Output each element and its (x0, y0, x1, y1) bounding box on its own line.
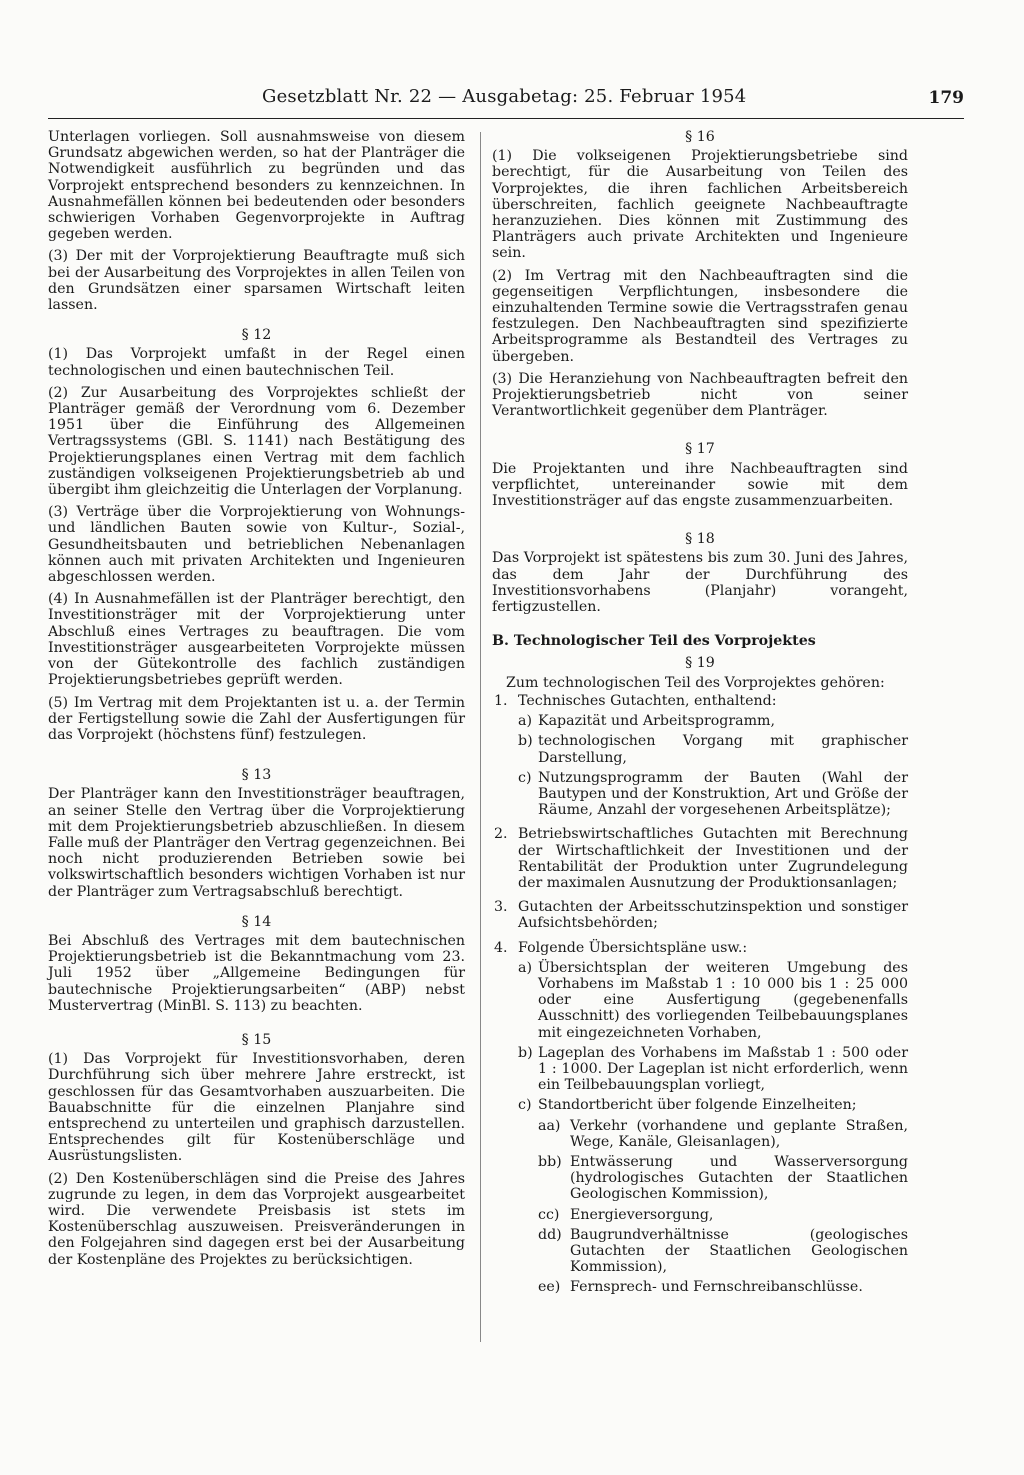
paragraph-intro: Unterlagen vorliegen. Soll ausnahmsweise von diesem Grundsatz abgewichen werden, so hat der Planträger die Notwendigkeit ausführlich zu begründen und das Vorprojekt entsprechend besonders zu kennzeichnen. In Ausnahmefällen können bei bedeutenden oder besonders schwierigen Vorhaben Gegenvorprojekte in Auftrag gegeben werden. (48, 129, 465, 243)
list-text: Verkehr (vorhandene und geplante Straßen, Wege, Kanäle, Gleisanlagen), (570, 1117, 908, 1150)
paragraph-12-2: (2) Zur Ausarbeitung des Vorprojektes schließt der Planträger gemäß der Verordnung vom 6. Dezember 1951 über die Einführung des Allgemeinen Vertragssystems (GBl. S. 1141) nach Bestätigung des Projektierungsplanes einen Vertrag mit dem fachlich zuständigen volkseigenen Projektierungsbetrieb ab und übergibt ihm gleichzeitig die Unterlagen der Vorplanung. (48, 384, 465, 499)
list-marker: c) (518, 769, 532, 786)
section-heading-17: § 17 (685, 441, 715, 458)
column-divider (480, 132, 481, 1342)
paragraph-12-5: (5) Im Vertrag mit dem Projektanten ist u. a. der Termin der Fertigstellung sowie die Zahl der Ausfertigungen für das Vorprojekt (höchstens fünf) festzulegen. (48, 694, 465, 743)
section-heading-16: § 16 (685, 129, 715, 145)
list-marker: 4. (494, 939, 508, 956)
list-item (492, 1154, 908, 1203)
list-text: Fernsprech- und Fernschreibanschlüsse. (570, 1279, 863, 1296)
list-text: Entwässerung und Wasserversorgung (hydrologisches Gutachten der Staatlichen Geologischen Kommission), (570, 1153, 908, 1203)
list-item (492, 1097, 908, 1113)
section-heading-19: § 19 (685, 655, 715, 672)
header-rule (48, 118, 964, 119)
list-text: Nutzungsprogramm der Bauten (Wahl der Bautypen und der Konstruktion, Art und Größe der Räume, Anzahl der vorgesehenen Arbeitsplätze); (538, 769, 908, 819)
list-item (492, 1118, 908, 1150)
list-marker: cc) (538, 1206, 560, 1223)
list-marker: aa) (538, 1117, 561, 1134)
list-item (492, 1207, 908, 1223)
paragraph-11-3: (3) Der mit der Vorprojektierung Beauftragte muß sich bei der Ausarbeitung des Vorprojektes in allen Teilen von den Grundsätzen einer sparsamen Wirtschaft leiten lassen. (48, 248, 465, 314)
paragraph-16-3: (3) Die Heranziehung von Nachbeauftragten befreit den Projektierungsbetrieb nicht von seiner Verantwortlichkeit gegenüber dem Planträger. (492, 370, 908, 420)
list-text: Übersichtsplan der weiteren Umgebung des Vorhabens im Maßstab 1 : 10 000 bis 1 : 25 000 oder eine Ausfertigung (gegebenenfalls Ausschnitt) des vorliegenden Teilbebauungsplanes mit eingezeichneten Vorhaben, (538, 959, 908, 1041)
list-item (492, 1045, 908, 1094)
paragraph-12-4: (4) In Ausnahmefällen ist der Planträger berechtigt, den Investitionsträger mit der Vorprojektierung unter Abschluß eines Vertrages zu beauftragen. Die vom Investitionsträger ausgearbeiteten Vorprojekte müssen von der Gütekontrolle des fachlich zuständigen Projektierungsbetriebes geprüft werden. (48, 591, 465, 689)
list-text: Baugrundverhältnisse (geologisches Gutachten der Staatlichen Geologischen Kommission), (570, 1226, 908, 1276)
paragraph-15-1: (1) Das Vorprojekt für Investitionsvorhaben, deren Durchführung sich über mehrere Jahre erstreckt, ist geschlossen für das Gesamtvorhaben auszuarbeiten. Die Bauabschnitte für die einzelnen Planjahre sind entsprechend zu unterteilen und graphisch darzustellen. Entsprechendes gilt für Kostenüberschläge und Ausrüstungslisten. (48, 1051, 465, 1165)
paragraph-12-3: (3) Verträge über die Vorprojektierung von Wohnungs- und ländlichen Bauten sowie von Kultur-, Sozial-, Gesundheitsbauten und betrieblichen Nebenanlagen können auch mit privaten Architekten und Ingenieuren abgeschlossen werden. (48, 504, 465, 586)
list-marker: dd) (538, 1226, 562, 1243)
section-heading-13: § 13 (241, 767, 272, 784)
section-heading-15: § 15 (241, 1031, 272, 1048)
paragraph-12-1: (1) Das Vorprojekt umfaßt in der Regel einen technologischen und einen bautechnischen Teil. (48, 346, 465, 379)
list-item (492, 693, 908, 709)
list-text: Standortbericht über folgende Einzelheiten; (538, 1097, 857, 1114)
list-item (492, 826, 908, 891)
list-marker: a) (518, 959, 532, 976)
list-item (492, 940, 908, 956)
list-marker: 2. (494, 826, 508, 843)
list-marker: 3. (494, 899, 508, 916)
list-text: Technisches Gutachten, enthaltend: (518, 692, 777, 709)
list-text: Betriebswirtschaftliches Gutachten mit Berechnung der Wirtschaftlichkeit der Investitionen und der Rentabilität der Produktion unter Zugrundelegung der maximalen Ausnutzung der Produktionsanlagen; (518, 826, 908, 891)
left-column (48, 129, 465, 1274)
list-item (492, 1279, 908, 1295)
list-item (492, 1227, 908, 1276)
page-number: 179 (928, 88, 964, 108)
list-item (492, 733, 908, 765)
list-item (492, 770, 908, 819)
list-item (492, 713, 908, 729)
list-text: technologischen Vorgang mit graphischer Darstellung, (538, 733, 908, 766)
paragraph-15-2: (2) Den Kostenüberschlägen sind die Preise des Jahres zugrunde zu legen, in dem das Vorprojekt ausgearbeitet wird. Die verwendete Preisbasis ist stets im Kostenüberschlag auszuweisen. Preisveränderungen in den Folgejahren sind dagegen erst bei der Ausarbeitung der Kostenpläne des Projektes zu berücksichtigen. (48, 1170, 465, 1268)
list-marker: bb) (538, 1153, 562, 1170)
paragraph-14: Bei Abschluß des Vertrages mit dem bautechnischen Projektierungsbetrieb ist die Bekanntmachung vom 23. Juli 1952 über „Allgemeine Bedingungen für bautechnische Projektierungsarbeiten“ (ABP) nebst Mustervertrag (MinBl. S. 113) zu beachten. (48, 932, 465, 1014)
list-text: Lageplan des Vorhabens im Maßstab 1 : 500 oder 1 : 1000. Der Lageplan ist nicht erforderlich, wenn ein Teilbebauungsplan vorliegt, (538, 1044, 908, 1094)
section-title-b: B. Technologischer Teil des Vorprojektes (492, 633, 816, 650)
right-column (492, 129, 908, 1300)
list-marker: a) (518, 713, 532, 730)
paragraph-16-1: (1) Die volkseigenen Projektierungsbetriebe sind berechtigt, für die Ausarbeitung von Teilen des Vorprojektes, die ihren fachlichen Arbeitsbereich überschreiten, fachlich geeignete Nachbeauftragte heranzuziehen. Dies können mit Zustimmung des Planträgers auch private Architekten und Ingenieure sein. (492, 148, 908, 262)
paragraph-17: Die Projektanten und ihre Nachbeauftragten sind verpflichtet, untereinander sowie mit dem Investitionsträger auf das engste zusammenzuarbeiten. (492, 460, 908, 510)
list-marker: b) (518, 1044, 533, 1061)
list-text: Gutachten der Arbeitsschutzinspektion und sonstiger Aufsichtsbehörden; (518, 899, 908, 932)
page-header (48, 86, 964, 116)
list-marker: ee) (538, 1279, 561, 1296)
list-marker: b) (518, 733, 533, 750)
section-heading-18: § 18 (685, 531, 715, 548)
paragraph-13: Der Planträger kann den Investitionsträger beauftragen, an seiner Stelle den Vertrag über die Vorprojektierung mit dem Projektierungsbetrieb abzuschließen. In diesem Falle muß der Planträger den Vertrag gegenzeichnen. Bei noch nicht produzierenden Betrieben sowie bei volkswirtschaftlich besonders wichtigen Vorhaben ist nur der Planträger zum Vertragsabschluß berechtigt. (48, 786, 465, 900)
header-title: Gesetzblatt Nr. 22 — Ausgabetag: 25. Februar 1954 (262, 86, 747, 107)
paragraph-18: Das Vorprojekt ist spätestens bis zum 30. Juni des Jahres, das dem Jahr der Durchführung des Investitionsvorhabens (Planjahr) vorangeht, fertigzustellen. (492, 550, 908, 616)
list-text: Energieversorgung, (570, 1206, 714, 1223)
list-item (492, 899, 908, 931)
list-text: Kapazität und Arbeitsprogramm, (538, 713, 776, 730)
list-item (492, 960, 908, 1041)
list-text: Folgende Übersichtspläne usw.: (518, 939, 748, 956)
section-heading-14: § 14 (241, 913, 272, 930)
section-heading-12: § 12 (241, 327, 272, 344)
list-marker: c) (518, 1097, 532, 1114)
paragraph-19-intro: Zum technologischen Teil des Vorprojektes gehören: (506, 674, 885, 691)
paragraph-16-2: (2) Im Vertrag mit den Nachbeauftragten sind die gegenseitigen Verpflichtungen, insbesondere die einzuhaltenden Termine sowie die Vertragsstrafen genau festzulegen. Den Nachbeauftragten sind spezifizierte Arbeitsprogramme als Bestandteil des Vertrages zu übergeben. (492, 267, 908, 365)
list-marker: 1. (494, 692, 508, 709)
